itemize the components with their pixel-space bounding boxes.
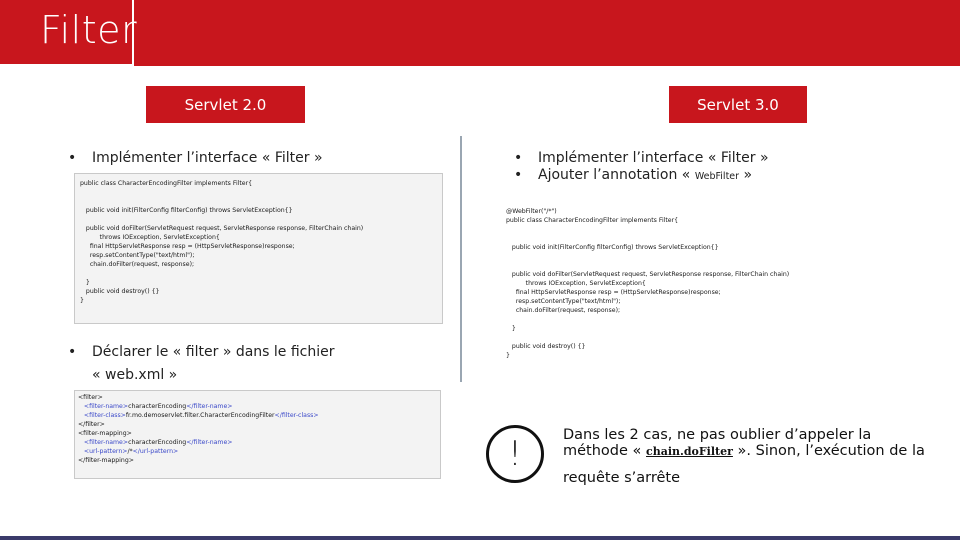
servlet-3-header: Servlet 3.0 [669,86,807,123]
warning-method-name: chain.doFilter [646,445,733,458]
left-xml-code-line: <filter-class>fr.mo.demoservlet.filter.CharacterEncodingFilter</filter-class> [83,411,319,419]
left-xml-code-line: </filter-mapping> [78,456,134,464]
left-java-code-line: final HttpServletResponse resp = (HttpServletResponse)response; [80,242,295,250]
servlet-2-header: Servlet 2.0 [146,86,305,123]
right-java-code-line: public void init(FilterConfig filterConfig) throws ServletException{} [506,243,719,251]
left-java-code-line: resp.setContentType("text/html"); [80,251,195,259]
left-bullet-implement-text: Implémenter l’interface « Filter » [92,150,323,166]
right-bullet-annotation-prefix: Ajouter l’annotation « [538,167,691,183]
right-java-code-line [506,262,789,271]
right-bullet-implement-text: Implémenter l’interface « Filter » [538,150,769,166]
left-java-code-line: } [80,296,84,304]
bullet-dot: • [514,167,523,183]
left-java-code-line: } [80,278,90,286]
warning-icon [486,425,544,483]
left-java-code-line: public void destroy() {} [80,287,160,295]
left-bullet-declare-line1: Déclarer le « filter » dans le fichier [92,344,335,360]
left-xml-code-line: <filter-name>characterEncoding</filter-name> [83,402,233,410]
warning-line2 [563,443,925,459]
right-java-code-line [506,253,789,262]
left-java-code-line [80,198,363,207]
left-bullet-declare-line2: « web.xml » [92,367,178,383]
bullet-dot: • [514,150,523,166]
left-java-code-line [80,270,363,279]
warning-line2-prefix: méthode « [563,443,642,459]
right-java-code-line [506,316,789,325]
right-bullet-implement [514,150,769,166]
slide-title: Filter [40,8,138,52]
left-java-code-line: throws IOException, ServletException{ [80,233,220,241]
title-bar [0,0,960,66]
right-java-code [506,208,789,361]
left-bullet-implement [68,150,323,166]
right-java-code-line: final HttpServletResponse resp = (HttpServletResponse)response; [506,288,721,296]
left-java-code-line: public void init(FilterConfig filterConfig) throws ServletException{} [80,206,293,214]
right-java-code-line [506,334,789,343]
left-xml-code-line: <filter-mapping> [78,429,132,437]
right-java-code-line: public void doFilter(ServletRequest request, ServletResponse response, FilterChain chain) [506,270,790,278]
left-java-code-line [80,216,363,225]
right-java-code-line: } [506,351,510,359]
right-java-code-line: public class CharacterEncodingFilter implements Filter{ [506,216,679,224]
left-java-code-line [80,189,363,198]
right-bullet-annotation-suffix: » [743,167,753,183]
right-bullet-annotation [514,167,752,183]
warning-symbol: ! [508,434,522,474]
right-java-code-line [506,226,789,235]
right-java-code-line: resp.setContentType("text/html"); [506,297,621,305]
right-java-code-line: } [506,324,516,332]
right-java-code-line: throws IOException, ServletException{ [506,279,646,287]
left-java-code-line: public class CharacterEncodingFilter implements Filter{ [80,180,253,187]
warning-line1: Dans les 2 cas, ne pas oublier d’appeler la [563,427,872,443]
warning-line3: requête s’arrête [563,470,681,486]
left-xml-code-line: <url-pattern>/*</url-pattern> [83,447,179,455]
left-java-code [80,180,363,306]
left-xml-code-line: </filter> [78,420,105,428]
left-bullet-declare [68,344,335,360]
column-divider [460,136,462,382]
bottom-accent-bar [0,536,960,540]
right-java-code-line: @WebFilter("/*") [506,208,557,215]
right-bullet-annotation-name: WebFilter [694,171,740,182]
warning-line2-suffix: ». Sinon, l’exécution de la [737,443,925,459]
bullet-dot: • [68,344,77,360]
right-java-code-line: public void destroy() {} [506,342,586,350]
right-java-code-line [506,235,789,244]
left-xml-code [78,394,319,466]
left-xml-code-line: <filter> [78,394,103,401]
right-java-code-line: chain.doFilter(request, response); [506,306,621,314]
bullet-dot: • [68,150,77,166]
left-java-code-line: chain.doFilter(request, response); [80,260,195,268]
left-java-code-line: public void doFilter(ServletRequest request, ServletResponse response, FilterChain chain) [80,224,364,232]
left-xml-code-line: <filter-name>characterEncoding</filter-name> [83,438,233,446]
